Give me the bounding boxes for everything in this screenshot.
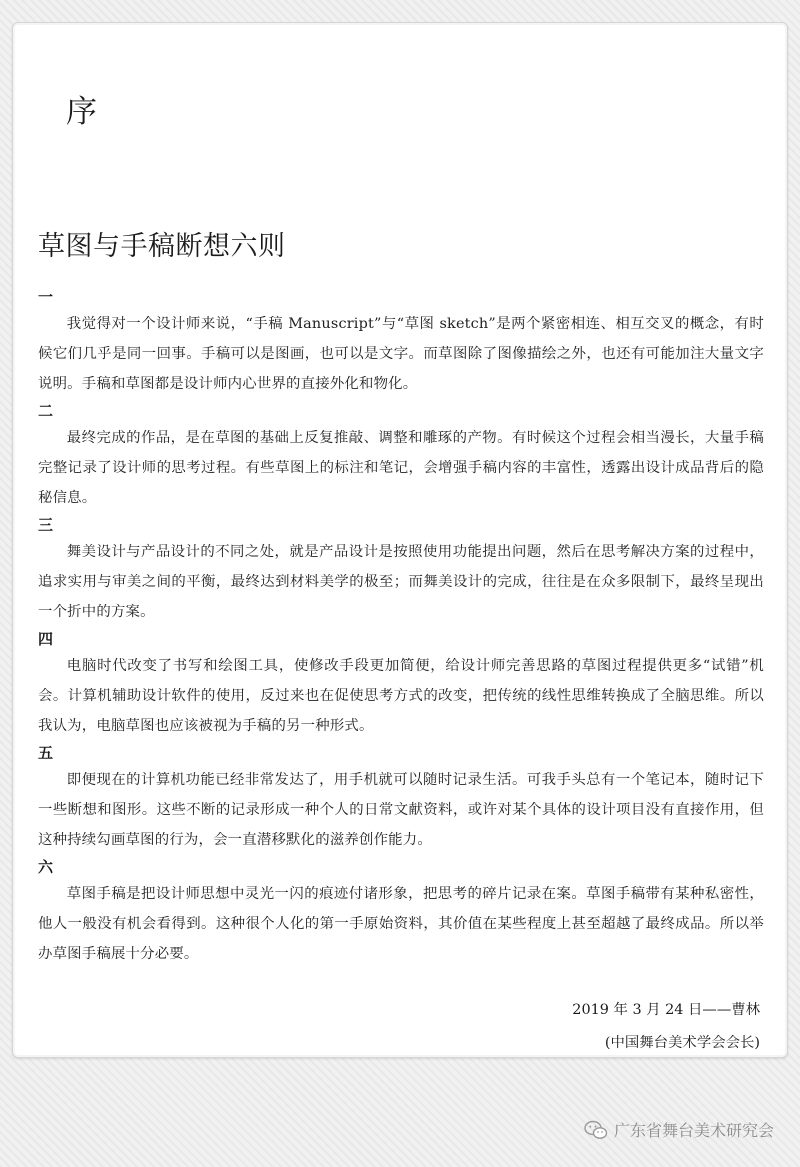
- section-paragraph: 最终完成的作品，是在草图的基础上反复推敲、调整和雕琢的产物。有时候这个过程会相当漫长，大量手稿完整记录了设计师的思考过程。有些草图上的标注和笔记，会增强手稿内容的丰富性，透露出设计成品背后的隐秘信息。: [38, 430, 764, 506]
- section-5: [38, 742, 764, 855]
- article-title: 草图与手稿断想六则: [38, 231, 286, 262]
- section-paragraph: 舞美设计与产品设计的不同之处，就是产品设计是按照使用功能提出问题，然后在思考解决方案的过程中，追求实用与审美之间的平衡，最终达到材料美学的极至；而舞美设计的完成，往往是在众多限制下，最终呈现出一个折中的方案。: [38, 544, 764, 620]
- section-number: 三: [38, 516, 54, 534]
- section-number: 六: [38, 858, 54, 876]
- section-6: [38, 856, 764, 969]
- sections-container: [38, 286, 764, 970]
- signature-line: 2019 年 3 月 24 日——曹林: [572, 1002, 760, 1018]
- section-number: 四: [38, 630, 54, 648]
- section-paragraph: 我觉得对一个设计师来说，“手稿 Manuscript”与“草图 sketch”是两个紧密相连、相互交叉的概念，有时候它们几乎是同一回事。手稿可以是图画，也可以是文字。而草图除了图像描绘之外，也还有可能加注大量文字说明。手稿和草图都是设计师内心世界的直接外化和物化。: [38, 316, 764, 392]
- section-number: 二: [38, 402, 54, 420]
- section-1: [38, 286, 764, 399]
- section-paragraph: 草图手稿是把设计师思想中灵光一闪的痕迹付诸形象，把思考的碎片记录在案。草图手稿带有某种私密性，他人一般没有机会看得到。这种很个人化的第一手原始资料，其价值在某些程度上甚至超越了最终成品。所以举办草图手稿展十分必要。: [38, 886, 764, 962]
- section-paragraph: 电脑时代改变了书写和绘图工具，使修改手段更加简便，给设计师完善思路的草图过程提供更多“试错”机会。计算机辅助设计软件的使用，反过来也在促使思考方式的改变，把传统的线性思维转换成了全脑思维。所以我认为，电脑草图也应该被视为手稿的另一种形式。: [38, 658, 764, 734]
- preface-label: 序: [66, 94, 98, 130]
- section-number: 五: [38, 744, 54, 762]
- account-watermark: [584, 1118, 774, 1141]
- watermark-text: 广东省舞台美术研究会: [613, 1121, 774, 1140]
- section-2: [38, 400, 764, 513]
- wechat-icon: [584, 1120, 608, 1140]
- section-3: [38, 514, 764, 627]
- section-paragraph: 即便现在的计算机功能已经非常发达了，用手机就可以随时记录生活。可我手头总有一个笔记本，随时记下一些断想和图形。这些不断的记录形成一种个人的日常文献资料，或许对某个具体的设计项目没有直接作用，但这种持续勾画草图的行为，会一直潜移默化的滋养创作能力。: [38, 772, 764, 848]
- author-affiliation: (中国舞台美术学会会长): [604, 1035, 760, 1051]
- section-4: [38, 628, 764, 741]
- section-number: 一: [38, 288, 54, 306]
